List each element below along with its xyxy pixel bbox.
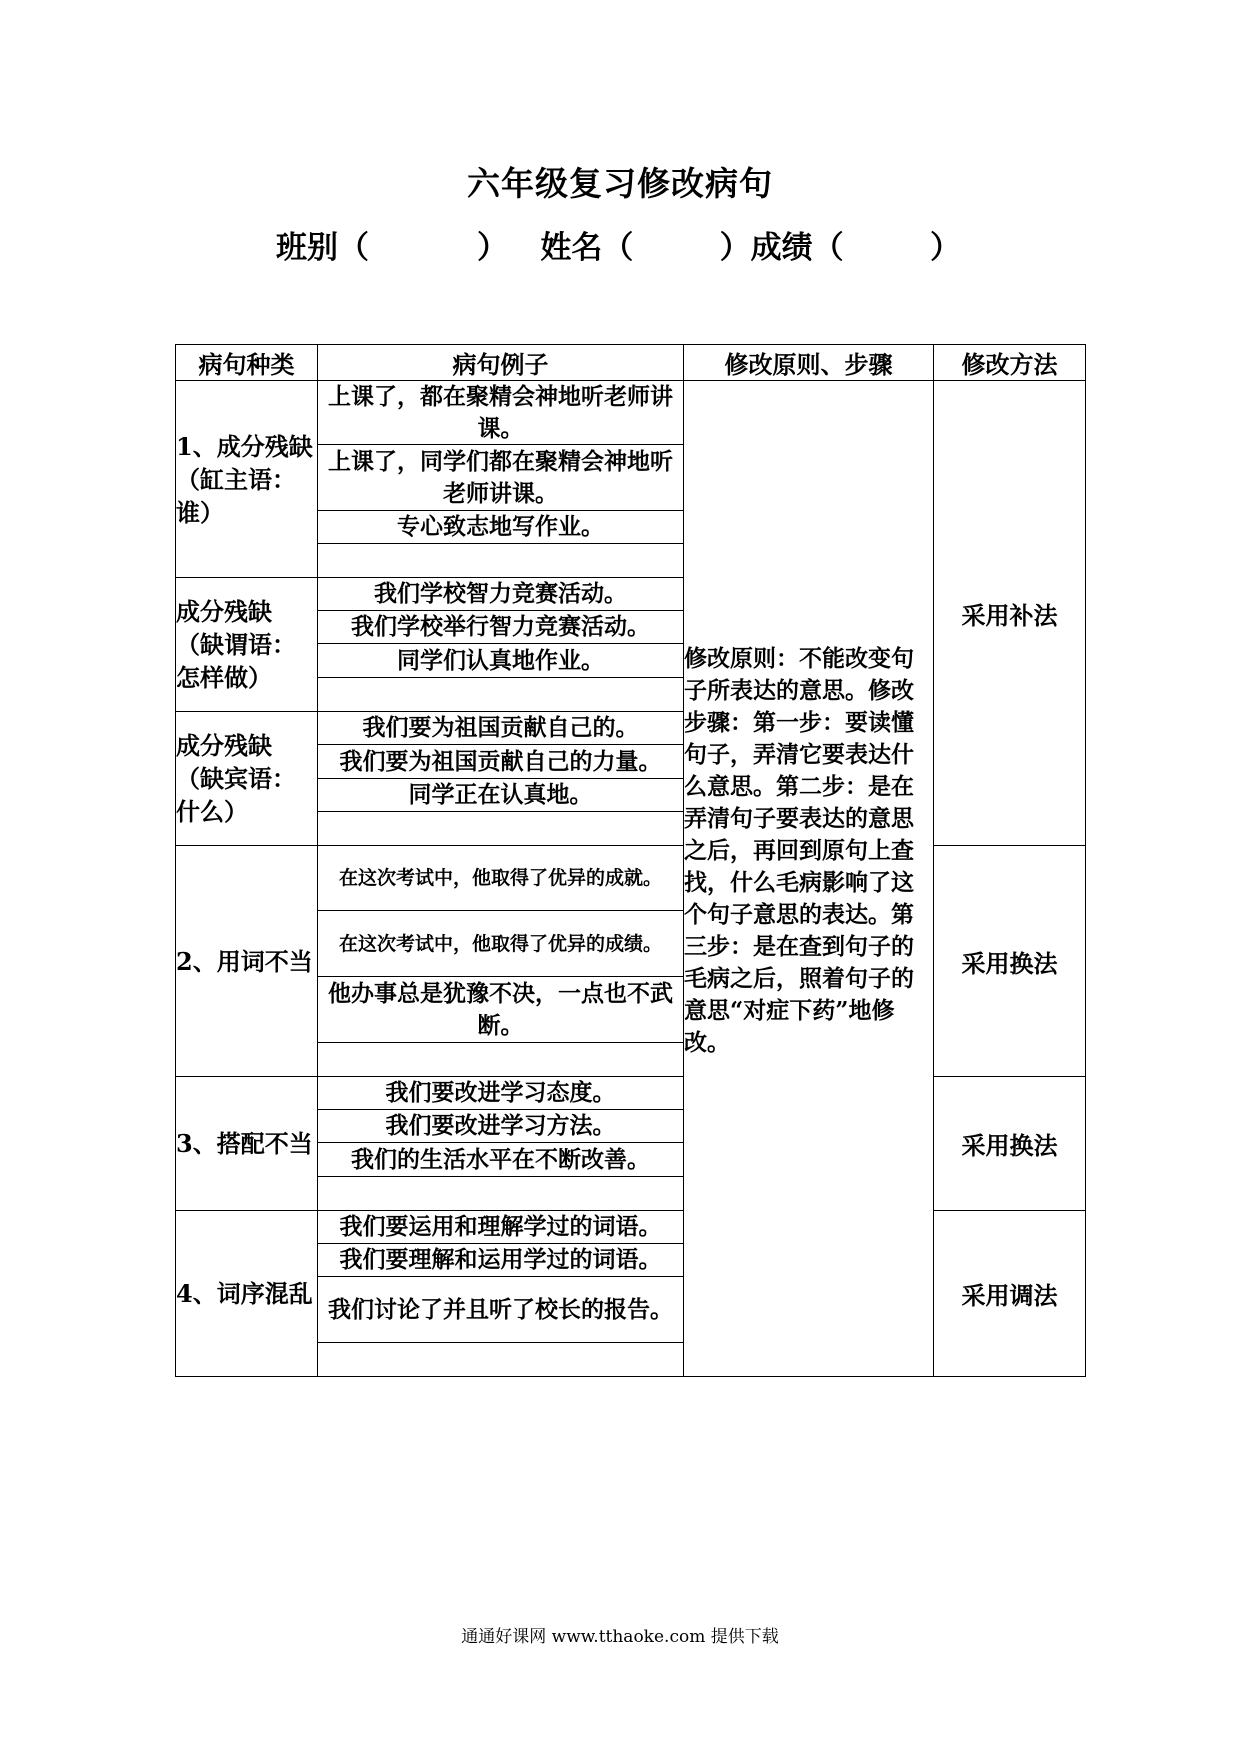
- example-cell: [318, 381, 684, 578]
- example-sentence: 上课了，同学们都在聚精会神地听老师讲课。: [318, 445, 683, 511]
- category-cell: 4、词序混乱: [176, 1211, 318, 1377]
- example-sentence: 专心致志地写作业。: [318, 511, 683, 544]
- example-blank[interactable]: [318, 1043, 683, 1076]
- student-info-line: [276, 222, 961, 267]
- score-label: 成绩（: [750, 230, 844, 266]
- example-sentence: 同学正在认真地。: [318, 779, 683, 812]
- example-cell: [318, 578, 684, 712]
- example-cell: [318, 1211, 684, 1377]
- example-sentence: 我们要为祖国贡献自己的力量。: [318, 745, 683, 779]
- example-sentence: 我们讨论了并且听了校长的报告。: [318, 1277, 683, 1343]
- example-sentence: 上课了，都在聚精会神地听老师讲课。: [318, 381, 683, 445]
- example-cell: [318, 1077, 684, 1211]
- sentence-correction-table: [175, 344, 1086, 1377]
- example-sentence: 在这次考试中，他取得了优异的成就。: [318, 846, 683, 911]
- header-method: 修改方法: [934, 345, 1086, 381]
- example-sentence: 我们要运用和理解学过的词语。: [318, 1211, 683, 1244]
- method-cell: 采用换法: [934, 1077, 1086, 1211]
- example-blank[interactable]: [318, 1177, 683, 1210]
- name-blank[interactable]: [633, 230, 719, 266]
- header-principle: 修改原则、步骤: [684, 345, 934, 381]
- table-row: [176, 1077, 1086, 1211]
- score-close: ）: [930, 230, 962, 266]
- example-sentence: 我们要理解和运用学过的词语。: [318, 1244, 683, 1277]
- example-blank[interactable]: [318, 678, 683, 711]
- example-sentence: 在这次考试中，他取得了优异的成绩。: [318, 911, 683, 977]
- category-cell: 成分残缺（缺宾语：什么）: [176, 712, 318, 846]
- category-cell: 1、成分残缺（缸主语：谁）: [176, 381, 318, 578]
- category-cell: 3、搭配不当: [176, 1077, 318, 1211]
- name-label: 姓名（: [540, 230, 634, 266]
- example-sentence: 同学们认真地作业。: [318, 644, 683, 678]
- class-close: ）: [476, 230, 508, 266]
- principle-text: 修改原则：不能改变句子所表达的意思。修改步骤：第一步：要读懂句子，弄清它要表达什么意思。第二步：是在弄清句子要表达的意思之后，再回到原句上查找，什么毛病影响了这个句子意思的表达。第三步：是在查到句子的毛病之后，照着句子的意思“对症下药”地修改。: [684, 645, 914, 1056]
- example-blank[interactable]: [318, 1343, 683, 1376]
- category-cell: 成分残缺（缺谓语：怎样做）: [176, 578, 318, 712]
- footer-credit: 通通好课网 www.tthaoke.com 提供下载: [461, 1627, 779, 1647]
- score-blank[interactable]: [844, 230, 930, 266]
- table-header-row: [176, 345, 1086, 381]
- header-category: 病句种类: [176, 345, 318, 381]
- example-blank[interactable]: [318, 812, 683, 845]
- table-row: [176, 381, 1086, 578]
- example-cell: [318, 712, 684, 846]
- example-blank[interactable]: [318, 544, 683, 577]
- table-row: [176, 846, 1086, 1077]
- example-sentence: 他办事总是犹豫不决，一点也不武断。: [318, 977, 683, 1043]
- class-label: 班别（: [276, 230, 369, 266]
- example-sentence: 我们要改进学习态度。: [318, 1077, 683, 1110]
- header-example: 病句例子: [318, 345, 684, 381]
- example-sentence: 我们要改进学习方法。: [318, 1110, 683, 1143]
- example-cell: [318, 846, 684, 1077]
- example-sentence: 我们要为祖国贡献自己的。: [318, 712, 683, 745]
- principle-cell: [684, 381, 934, 1377]
- example-sentence: 我们的生活水平在不断改善。: [318, 1143, 683, 1177]
- method-cell: 采用调法: [934, 1211, 1086, 1377]
- category-cell: 2、用词不当: [176, 846, 318, 1077]
- method-cell: 采用补法: [934, 381, 1086, 846]
- page-title: 六年级复习修改病句: [467, 164, 773, 203]
- name-close: ）: [719, 230, 751, 266]
- example-sentence: 我们学校智力竞赛活动。: [318, 578, 683, 611]
- table-row: [176, 1211, 1086, 1377]
- method-cell: 采用换法: [934, 846, 1086, 1077]
- example-sentence: 我们学校举行智力竞赛活动。: [318, 611, 683, 644]
- class-blank[interactable]: [369, 230, 477, 266]
